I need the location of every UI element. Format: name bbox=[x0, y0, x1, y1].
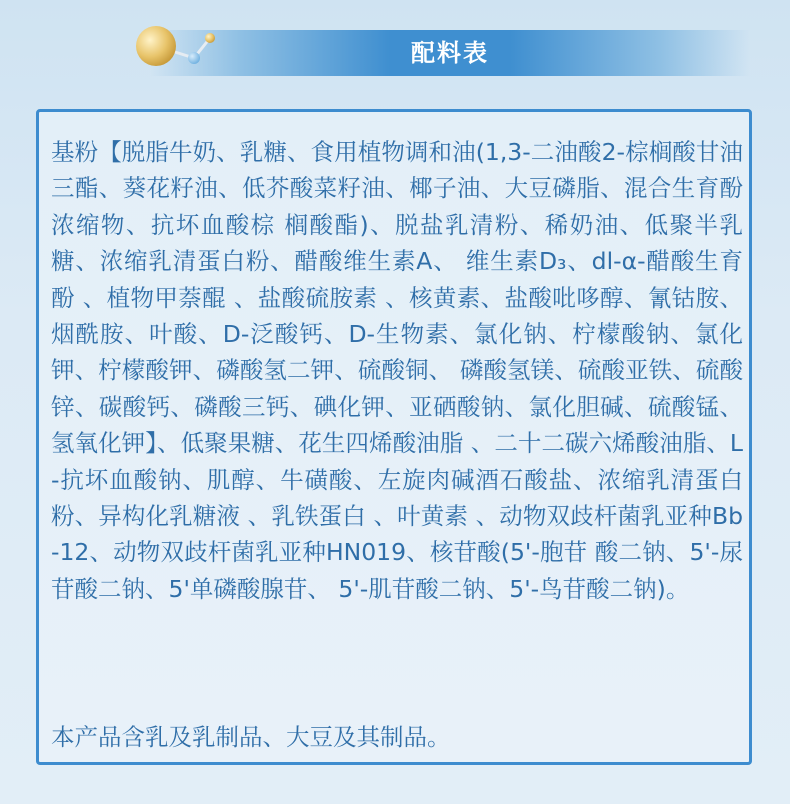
ingredients-panel bbox=[36, 109, 752, 765]
page-title: 配料表 bbox=[411, 39, 489, 67]
molecule-icon bbox=[134, 22, 224, 82]
ingredients-text: 基粉【脱脂牛奶、乳糖、食用植物调和油(1,3-二油酸2-棕榈酸甘油三酯、葵花籽油、低芥酸菜籽油、椰子油、大豆磷脂、混合生育酚浓缩物、抗坏血酸棕 榈酸酯)、脱盐乳清粉、稀奶油、低聚半乳糖、浓缩乳清蛋白粉、醋酸维生素A、 维生素D₃、dl-α-醋酸生育酚 、植物甲萘醌 、盐酸硫胺素 、核黄素、盐酸吡哆醇、氰钴胺、烟酰胺、叶酸、D-泛酸钙、D-生物素、氯化钠、柠檬酸钠、氯化钾、柠檬酸钾、磷酸氢二钾、硫酸铜、 磷酸氢镁、硫酸亚铁、硫酸锌、碳酸钙、磷酸三钙、碘化钾、亚硒酸钠、氯化胆碱、硫酸锰、氢氧化钾】、低聚果糖、花生四烯酸油脂 、二十二碳六烯酸油脂、L-抗坏血酸钠、肌醇、牛磺酸、左旋肉碱酒石酸盐、浓缩乳清蛋白粉、异构化乳糖液 、乳铁蛋白 、叶黄素 、动物双歧杆菌乳亚种Bb-12、动物双歧杆菌乳亚种HN019、核苷酸(5'-胞苷 酸二钠、5'-尿苷酸二钠、5'单磷酸腺苷、 5'-肌苷酸二钠、5'-鸟苷酸二钠)。 bbox=[51, 138, 743, 603]
allergen-note: 本产品含乳及乳制品、大豆及其制品。 bbox=[51, 723, 451, 751]
title-banner bbox=[150, 30, 750, 76]
